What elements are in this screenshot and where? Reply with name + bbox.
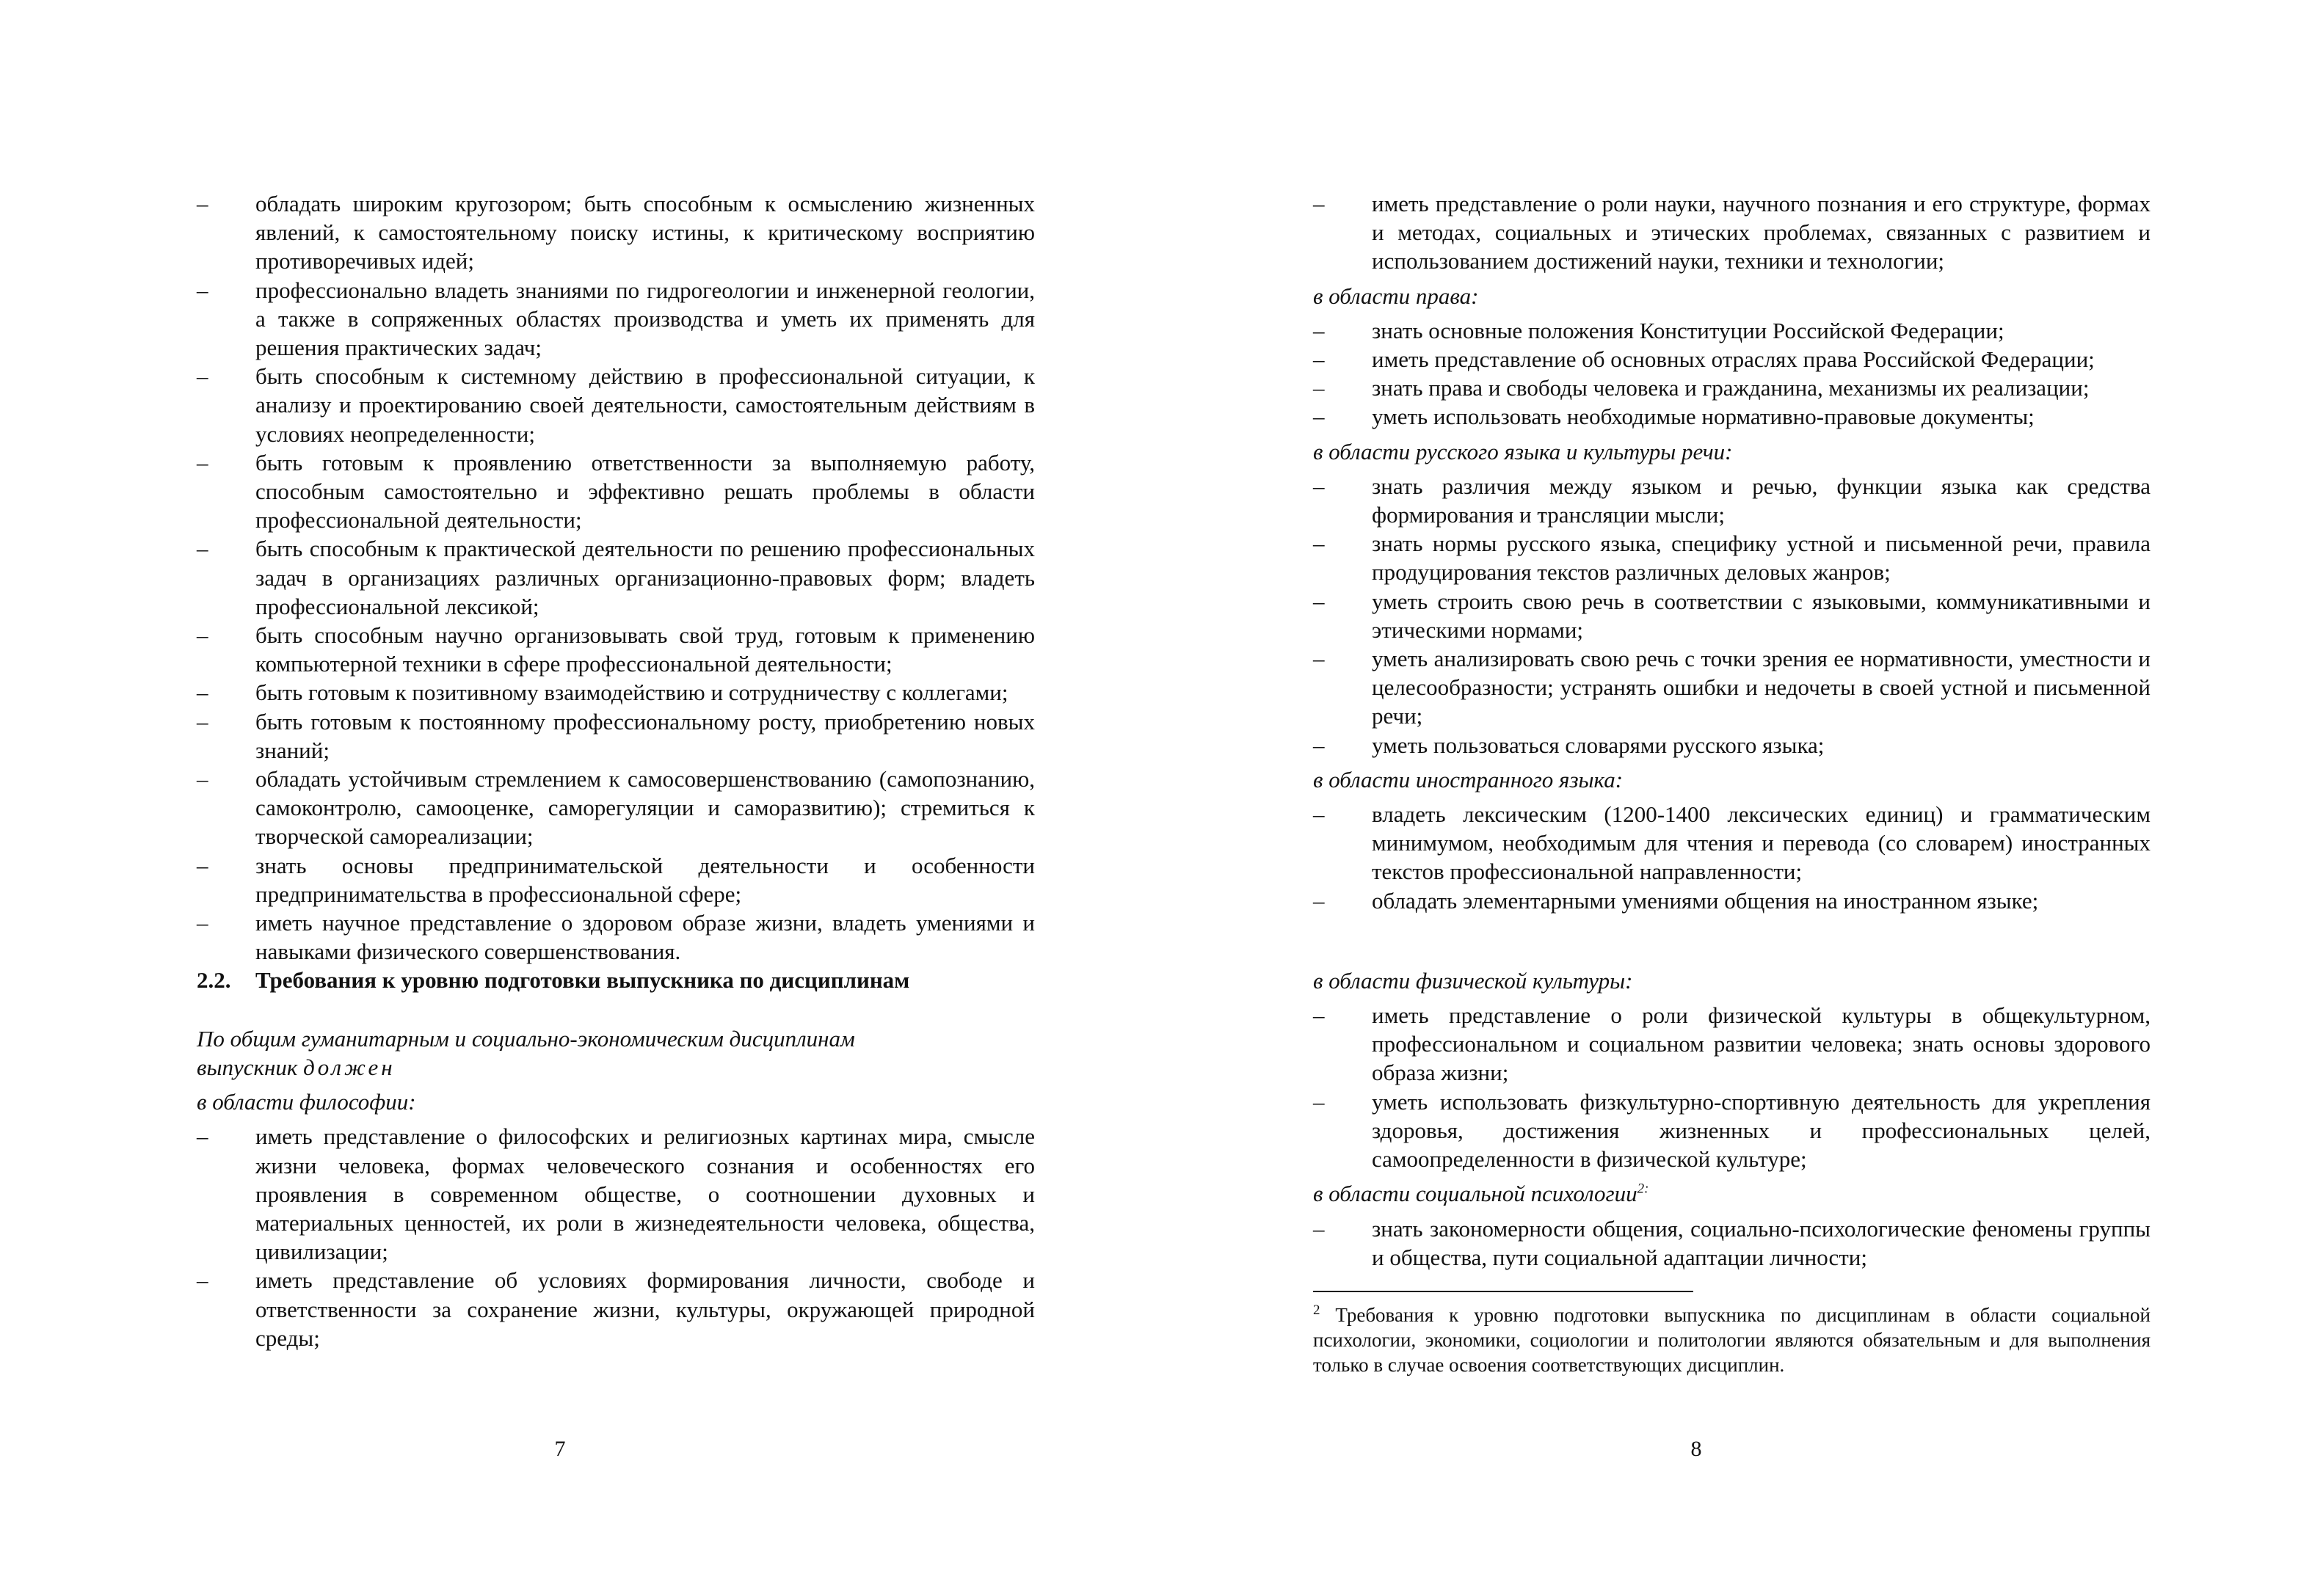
- science-list: [1313, 189, 2151, 276]
- list-item: – обладать широким кругозором; быть способным к осмыслению жизненных явлений, к самостоятельному поиску истины, к критическому восприятию противоречивых идей;: [197, 191, 1035, 274]
- physical-list: [1313, 1001, 2151, 1173]
- list-item: – знать различия между языком и речью, функции языка как средства формирования и трансляции мысли;: [1313, 473, 2151, 528]
- bullet-dash: –: [197, 277, 208, 303]
- competency-list: [197, 189, 1035, 966]
- bullet-dash: –: [1313, 1215, 1325, 1242]
- bullet-dash: –: [197, 852, 208, 878]
- footnote-marker: 2:: [1637, 1181, 1649, 1197]
- list-item: – иметь представление о роли науки, научного познания и его структуре, формах и методах, социальных и этических проблемах, связанных с развитием и использованием достижений науки, техники и технологии;: [1313, 191, 2151, 274]
- list-item: – иметь представление об условиях формирования личности, свободе и ответственности за сохранение жизни, культуры, окружающей природной среды;: [197, 1267, 1035, 1351]
- list-item: – быть готовым к проявлению ответственности за выполняемую работу, способным самостоятельно и эффективно решать проблемы в области профессиональной деятельности;: [197, 449, 1035, 533]
- bullet-dash: –: [197, 622, 208, 649]
- bullet-dash: –: [197, 191, 208, 216]
- right-page: [1313, 189, 2151, 1377]
- page-number-right: 8: [1690, 1437, 1702, 1461]
- bullet-dash: –: [1313, 646, 1325, 672]
- bullet-dash: –: [197, 536, 208, 562]
- section-title: Требования к уровню подготовки выпускника по дисциплинам: [255, 967, 910, 994]
- bullet-dash: –: [1313, 317, 1325, 343]
- list-item: – знать права и свободы человека и гражданина, механизмы их реализации;: [1313, 374, 2151, 402]
- bullet-dash: –: [1313, 473, 1325, 499]
- subsection-heading-law: в области права:: [1313, 283, 1479, 309]
- psychology-list: [1313, 1214, 2151, 1272]
- emphasized-word: должен: [303, 1054, 396, 1080]
- list-item: – уметь пользоваться словарями русского языка;: [1313, 731, 2151, 759]
- footnote-number: 2: [1313, 1302, 1320, 1318]
- bullet-dash: –: [1313, 801, 1325, 828]
- list-item: – обладать элементарными умениями общения на иностранном языке;: [1313, 886, 2151, 915]
- page-number-left: 7: [554, 1437, 566, 1461]
- bullet-dash: –: [1313, 375, 1325, 401]
- bullet-dash: –: [1313, 404, 1325, 430]
- bullet-dash: –: [197, 1267, 208, 1294]
- list-item: – быть способным к системному действию в профессиональной ситуации, к анализу и проектированию своей деятельности, самостоятельным действиям в условиях неопределенности;: [197, 363, 1035, 447]
- left-page: [197, 189, 1035, 1352]
- list-item: – знать закономерности общения, социально-психологические феномены группы и общества, пути социальной адаптации личности;: [1313, 1215, 2151, 1270]
- russian-list: [1313, 472, 2151, 759]
- law-list: [1313, 316, 2151, 431]
- bullet-dash: –: [1313, 1088, 1325, 1115]
- bullet-dash: –: [197, 363, 208, 390]
- bullet-dash: –: [197, 910, 208, 936]
- philosophy-list: [197, 1122, 1035, 1352]
- list-item: – знать нормы русского языка, специфику устной и письменной речи, правила продуцирования текстов различных деловых жанров;: [1313, 531, 2151, 586]
- section-heading: [197, 966, 1035, 994]
- list-item: – быть способным научно организовывать свой труд, готовым к применению компьютерной техники в сфере профессиональной деятельности;: [197, 622, 1035, 677]
- bullet-dash: –: [1313, 887, 1325, 914]
- bullet-dash: –: [1313, 588, 1325, 614]
- subsection-heading-foreign: в области иностранного языка:: [1313, 766, 1624, 792]
- list-item: – уметь анализировать свою речь с точки зрения ее нормативности, уместности и целесообразности; устранять ошибки и недочеты в своей устной и письменной речи;: [1313, 646, 2151, 729]
- list-item: – иметь представление о философских и религиозных картинах мира, смысле жизни человека, формах человеческого сознания и особенностях его проявления в современном обществе, о соотношении духовных и материальных ценностей, их роли в жизнедеятельности человека, общества, цивилизации;: [197, 1123, 1035, 1265]
- section-number: 2.2.: [197, 967, 231, 994]
- subsection-heading-physical: в области физической культуры:: [1313, 967, 1633, 994]
- list-item: – обладать устойчивым стремлением к самосовершенствованию (самопознанию, самоконтролю, самооценке, саморегуляции и саморазвитию); стремиться к творческой самореализации;: [197, 766, 1035, 850]
- bullet-dash: –: [197, 708, 208, 735]
- list-item: – знать основы предпринимательской деятельности и особенности предпринимательства в профессиональной сфере;: [197, 852, 1035, 907]
- bullet-dash: –: [197, 679, 208, 706]
- list-item: – быть готовым к позитивному взаимодействию и сотрудничеству с коллегами;: [197, 678, 1035, 707]
- intro-line: По общим гуманитарным и социально-экономическим дисциплинам: [197, 1025, 855, 1052]
- bullet-dash: –: [197, 449, 208, 475]
- list-item: – владеть лексическим (1200-1400 лексических единиц) и грамматическим минимумом, необходимым для чтения и перевода (со словарем) иностранных текстов профессиональной направленности;: [1313, 801, 2151, 885]
- list-item: – иметь представление об основных отраслях права Российской Федерации;: [1313, 345, 2151, 374]
- list-item: – быть готовым к постоянному профессиональному росту, приобретению новых знаний;: [197, 708, 1035, 763]
- bullet-dash: –: [197, 766, 208, 792]
- bullet-dash: –: [1313, 732, 1325, 758]
- footnote: $^2$ Требования к уровню подготовки выпускника по дисциплинам в области социальной психологии, экономики, социологии и политологии являются обязательным и для выполнения только в случае освоения соответствующих дисциплин.: [1313, 1302, 2151, 1376]
- subsection-heading-russian: в области русского языка и культуры речи:: [1313, 438, 1733, 464]
- foreign-list: [1313, 800, 2151, 915]
- footnote-separator: [1313, 1291, 1693, 1292]
- subsection-heading-psychology: в области социальной психологии$^{2:}$: [1313, 1181, 1649, 1207]
- list-item: – уметь использовать необходимые нормативно-правовые документы;: [1313, 402, 2151, 431]
- bullet-dash: –: [1313, 531, 1325, 557]
- bullet-dash: –: [1313, 1002, 1325, 1029]
- list-item: – быть способным к практической деятельности по решению профессиональных задач в организациях различных организационно-правовых форм; владеть профессиональной лексикой;: [197, 536, 1035, 619]
- list-item: – уметь строить свою речь в соответствии с языковыми, коммуникативными и этическими нормами;: [1313, 588, 2151, 643]
- list-item: – иметь представление о роли физической культуры в общекультурном, профессиональном и социальном развитии человека; знать основы здорового образа жизни;: [1313, 1002, 2151, 1086]
- list-item: – знать основные положения Конституции Российской Федерации;: [1313, 316, 2151, 345]
- bullet-dash: –: [1313, 191, 1325, 216]
- bullet-dash: –: [1313, 346, 1325, 373]
- list-item: – уметь использовать физкультурно-спортивную деятельность для укрепления здоровья, достижения жизненных и профессиональных целей, самоопределенности в физической культуре;: [1313, 1088, 2151, 1173]
- list-item: – иметь научное представление о здоровом образе жизни, владеть умениями и навыками физического совершенствования.: [197, 910, 1035, 965]
- intro-line-2: выпускник должен: [197, 1054, 396, 1080]
- list-item: – профессионально владеть знаниями по гидрогеологии и инженерной геологии, а также в сопряженных областях производства и уметь их применять для решения практических задач;: [197, 277, 1035, 361]
- subsection-heading-philosophy: в области философии:: [197, 1089, 416, 1115]
- bullet-dash: –: [197, 1123, 208, 1150]
